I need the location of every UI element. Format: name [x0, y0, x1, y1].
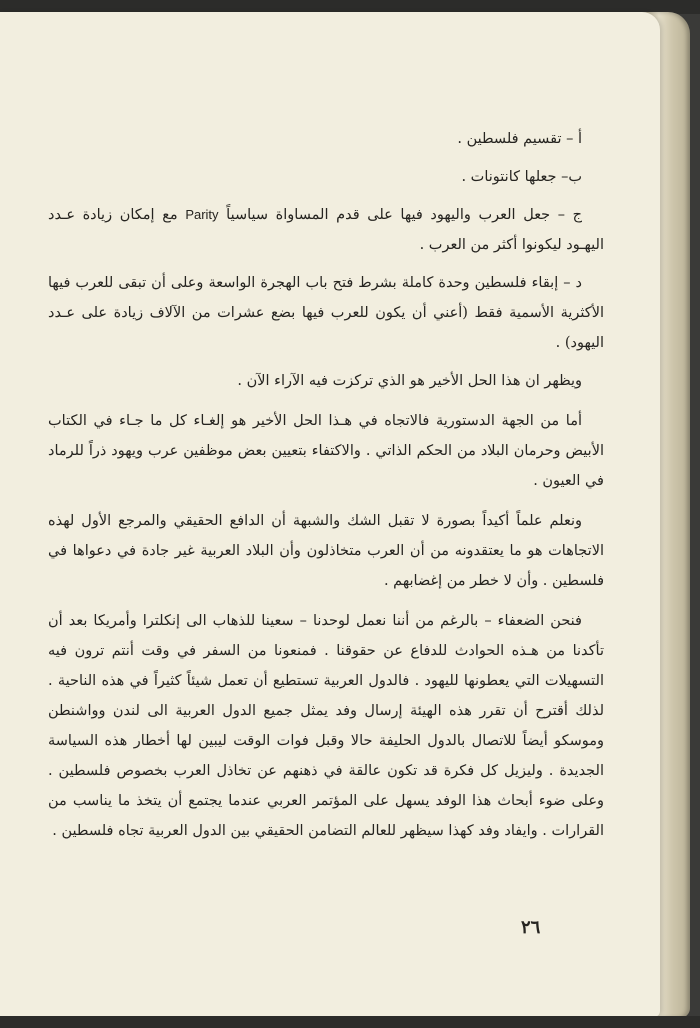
paragraph-motive: ونعلم علماً أكيداً بصورة لا تقبل الشك والشبهة أن الدافع الحقيقي والمرجع الأول لهذه الاتجاهات هو ما يعتقدونه من أن العرب متخاذلون وأن البلاد العربية غير جادة في دعواها في فلسطين . وأن لا خطر من إغضابهم . — [48, 513, 604, 589]
page-text — [48, 124, 604, 846]
paragraph-conclusion: ويظهر ان هذا الحل الأخير هو الذي تركزت فيه الآراء الآن . — [237, 373, 582, 389]
list-item-a: أ – تقسيم فلسطين . — [457, 131, 582, 147]
list-item-b: ب– جعلها كانتونات . — [461, 169, 582, 185]
list-item-c-continuation: مع إمكان زيادة عـدد اليهـود ليكونوا أكثر من العرب . — [48, 207, 604, 253]
list-item-c-text: ج – جعل العرب واليهود فيها على قدم المساواة سياسياً — [226, 207, 582, 223]
page-number: ٢٦ — [521, 917, 541, 938]
paragraph-constitutional: أما من الجهة الدستورية فالاتجاه في هـذا الحل الأخير هو إلغـاء كل ما جـاء في الكتاب الأبيض وحرمان البلاد من الحكم الذاتي . والاكتفاء بتعيين بعض موظفين عرب ويهود ذراً للرماد في العيون . — [48, 413, 604, 489]
list-item-d: د – إبقاء فلسطين وحدة كاملة بشرط فتح باب الهجرة الواسعة وعلى أن تبقى للعرب فيها الأكثرية الأسمية فقط (أعني أن يكون للعرب فيها بضع عشرات من الآلاف زيادة على عـدد اليهود) . — [48, 275, 604, 351]
scan-border-bottom — [0, 1016, 700, 1028]
paragraph-proposal: فنحن الضعفاء – بالرغم من أننا نعمل لوحدنا – سعينا للذهاب الى إنكلترا وأمريكا بعد أن تأكدنا من هـذه الحوادث للدفاع عن حقوقنا . فمنعونا من السفر في وقت أنتم ترون فيه التسهيلات التي يعطونها لليهود . فالدول العربية تستطيع أن تعمل شيئاً كثيراً في هذه الناحية . لذلك أقترح أن تقرر هذه الهيئة إرسال وفد يمثل جميع الدول العربية الى لندن وواشنطن وموسكو أيضاً للاتصال بالدول الحليفة حالا وقبل فوات الوقت ليبين لها أخطار هذه السياسة الجديدة . وليزيل كل فكرة قد تكون عالقة في ذهنهم عن تخاذل العرب بخصوص فلسطين . وعلى ضوء أبحاث هذا الوفد يسهل على المؤتمر العربي عندما يجتمع أن يتخذ ما يناسب من القرارات . وايفاد وفد كهذا سيظهر للعالم التضامن الحقيقي بين الدول العربية تجاه فلسطين . — [48, 613, 604, 839]
list-item-c — [48, 200, 604, 260]
list-item-c-latin-term: Parity — [185, 207, 219, 222]
book-page — [0, 12, 660, 1017]
